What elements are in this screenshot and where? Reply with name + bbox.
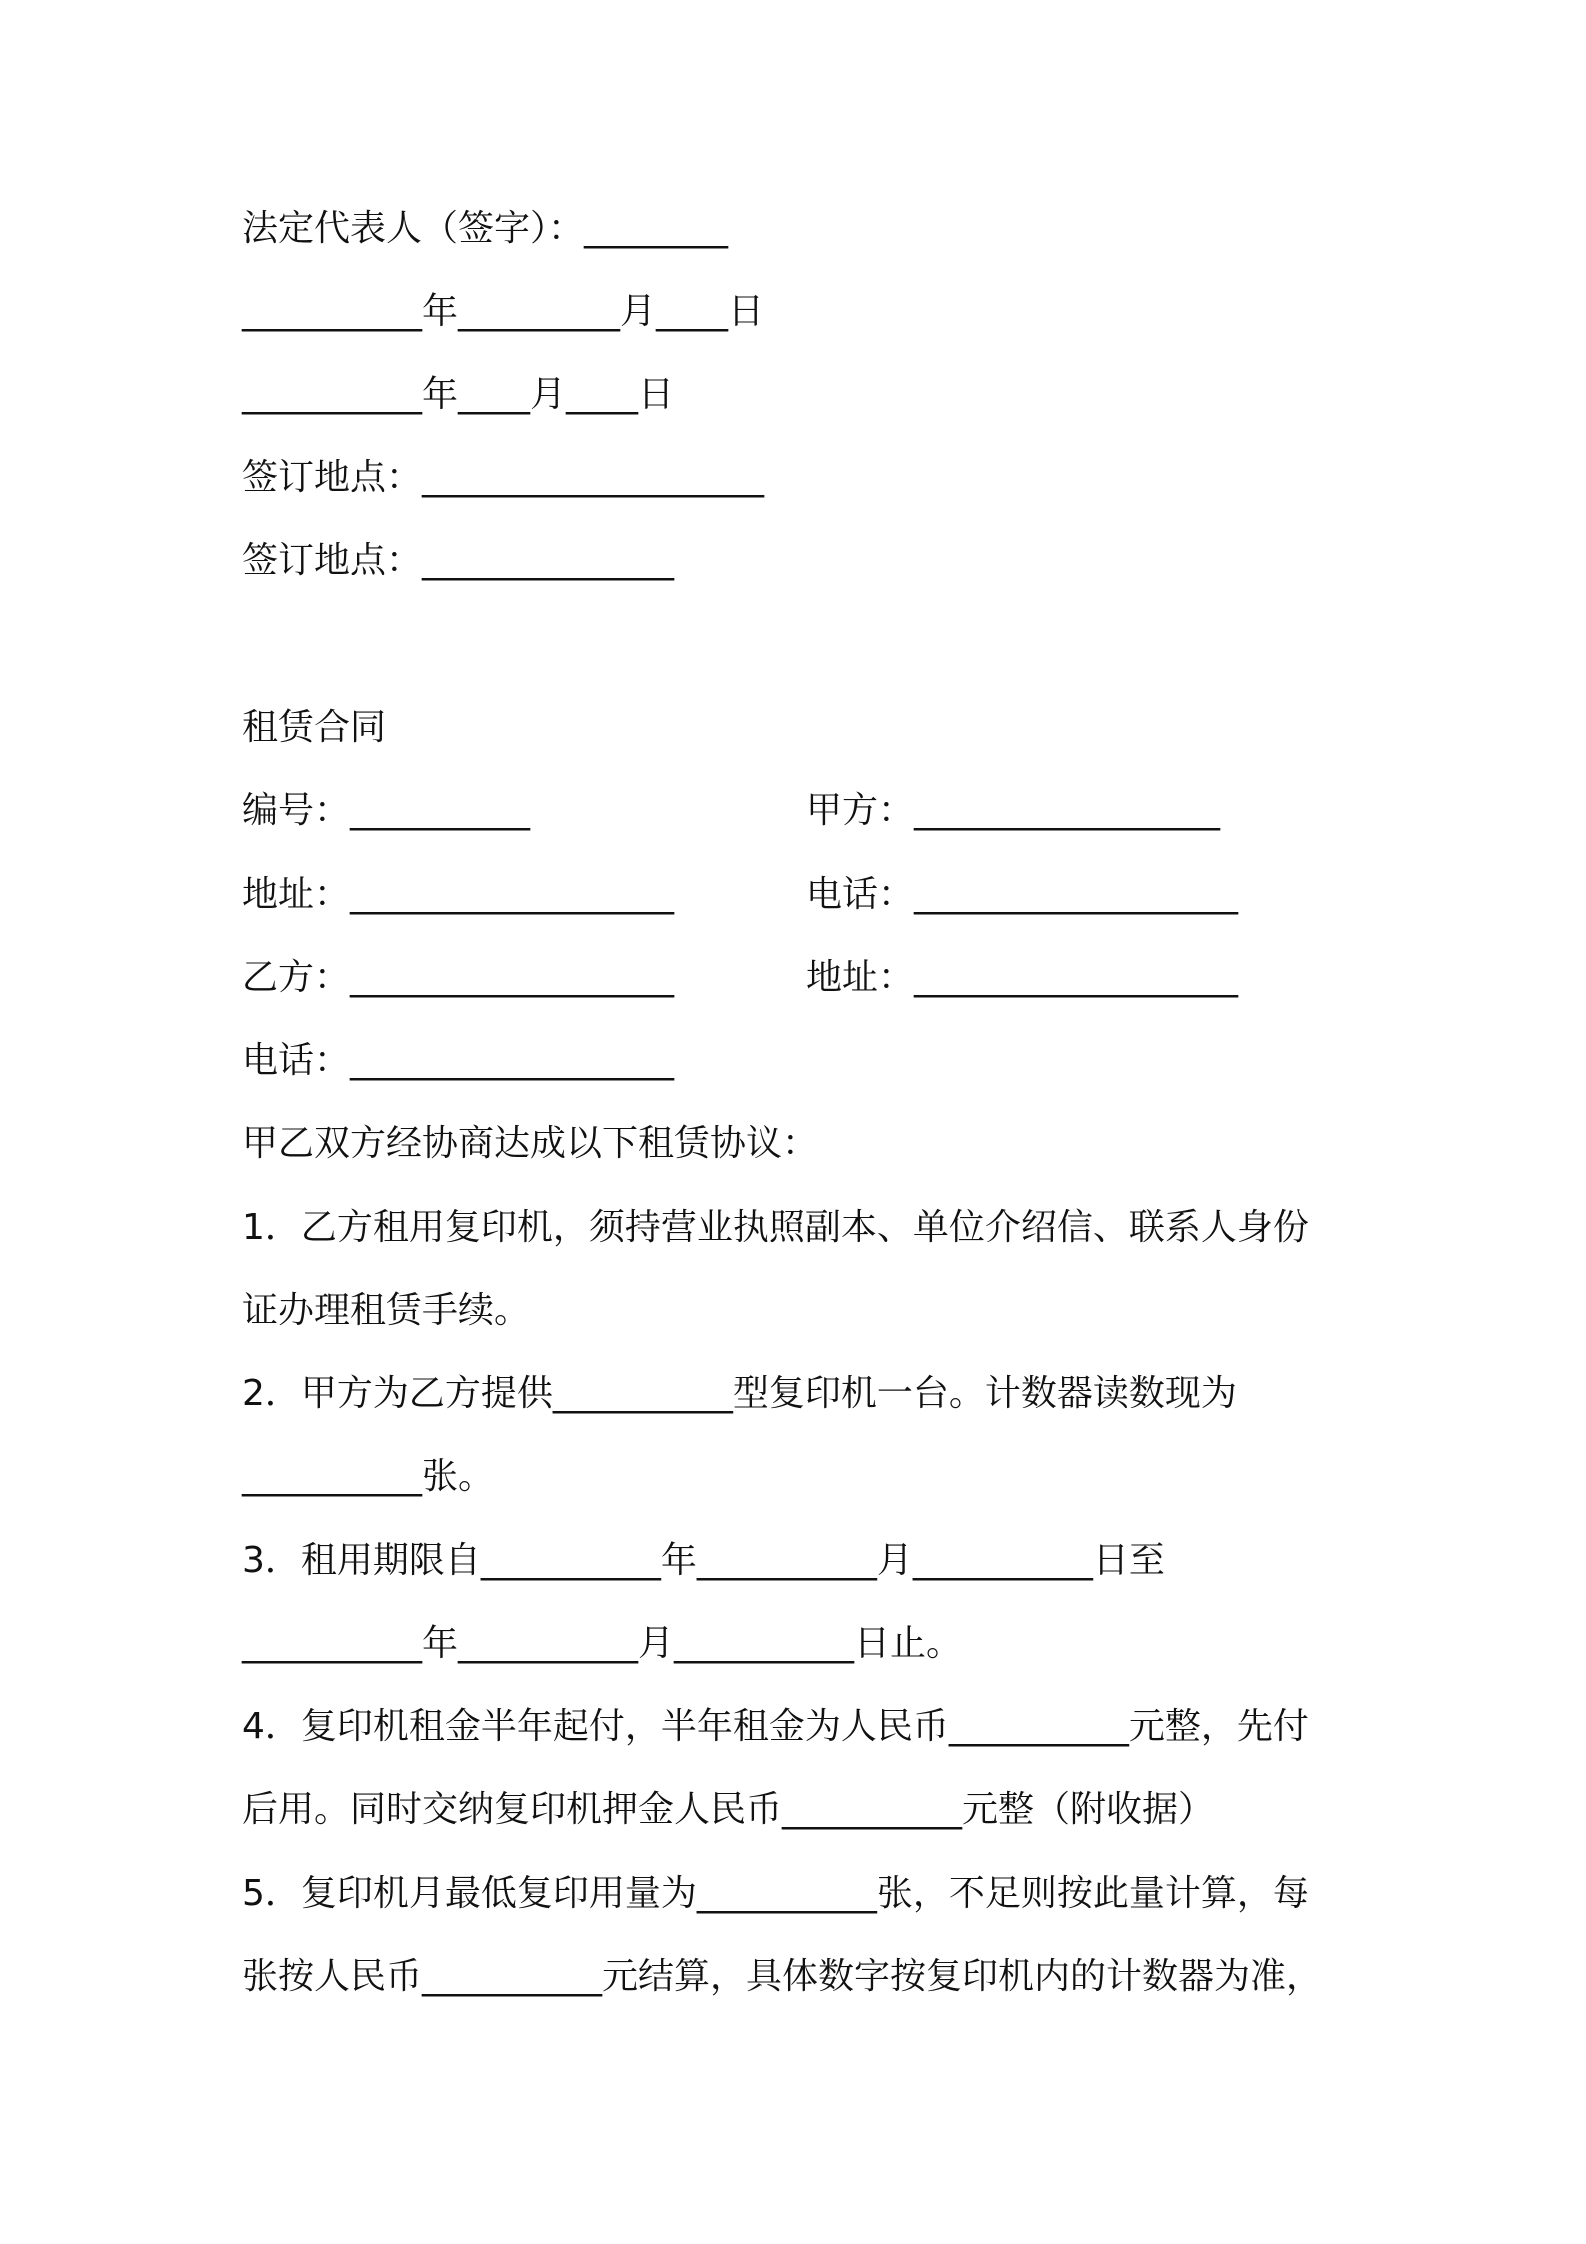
- party-a-field: 甲方：_________________: [806, 790, 1221, 831]
- clause-line: 3．租用期限自__________年__________月__________日至: [242, 1540, 1165, 1581]
- clause-line: 后用。同时交纳复印机押金人民币__________元整（附收据）: [242, 1789, 1215, 1830]
- legal-representative-signature: 法定代表人（签字）：________: [242, 208, 729, 249]
- signing-date-line: __________年____月____日: [242, 374, 674, 415]
- party-b-address-field: 地址：__________________: [806, 957, 1239, 998]
- contract-title: 租赁合同: [242, 707, 387, 748]
- clause-line: 1．乙方租用复印机，须持营业执照副本、单位介绍信、联系人身份: [242, 1207, 1309, 1248]
- party-a-phone-field: 电话：__________________: [806, 874, 1239, 915]
- clause-line: __________张。: [242, 1456, 495, 1497]
- party-b-field: 乙方：__________________: [242, 957, 675, 998]
- clause-line: 张按人民币__________元结算，具体数字按复印机内的计数器为准，: [242, 1956, 1323, 1997]
- clause-line: __________年__________月__________日止。: [242, 1623, 963, 1664]
- clause-line: 2．甲方为乙方提供__________型复印机一台。计数器读数现为: [242, 1373, 1237, 1414]
- signing-date-line: __________年_________月____日: [242, 291, 764, 332]
- party-a-address-field: 地址：__________________: [242, 874, 675, 915]
- party-b-phone-field: 电话：__________________: [242, 1040, 675, 1081]
- clause-line: 证办理租赁手续。: [242, 1290, 531, 1331]
- contract-number-field: 编号：__________: [242, 790, 531, 831]
- signing-place-line: 签订地点：______________: [242, 540, 675, 581]
- clause-line: 5．复印机月最低复印用量为__________张，不足则按此量计算，每: [242, 1873, 1309, 1914]
- clause-line: 4．复印机租金半年起付，半年租金为人民币__________元整，先付: [242, 1706, 1309, 1747]
- contract-intro: 甲乙双方经协商达成以下租赁协议：: [242, 1123, 819, 1164]
- signing-place-line: 签订地点：___________________: [242, 457, 765, 498]
